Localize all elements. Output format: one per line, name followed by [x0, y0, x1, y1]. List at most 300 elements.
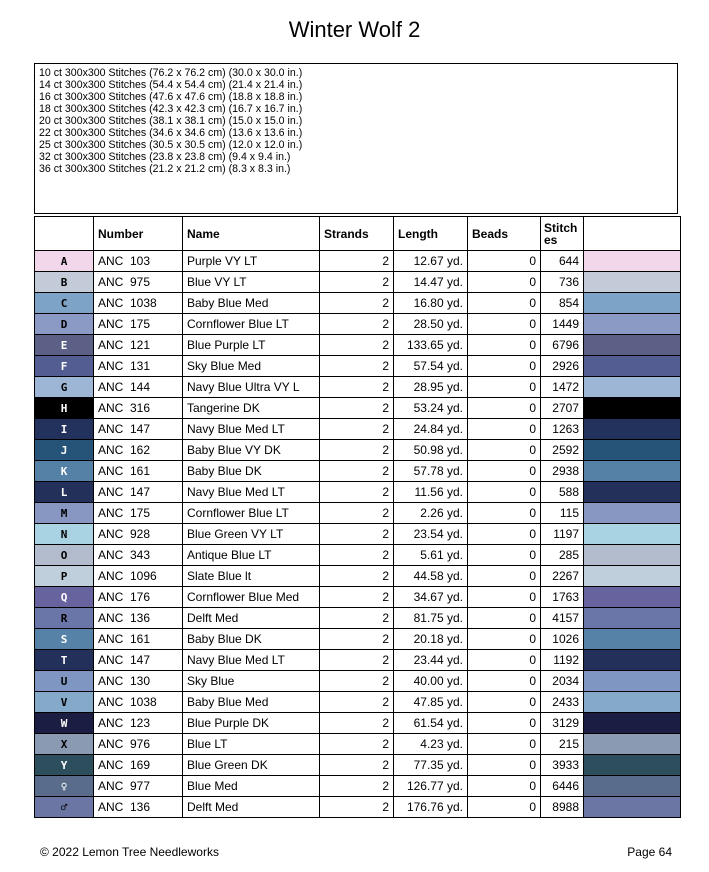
color-swatch — [584, 398, 681, 419]
stitches-cell: 2034 — [541, 671, 584, 692]
stitches-cell: 1449 — [541, 314, 584, 335]
header-name: Name — [183, 217, 320, 251]
strands-cell: 2 — [320, 776, 394, 797]
stitch-symbol: U — [60, 675, 68, 688]
length-cell: 20.18 yd. — [394, 629, 468, 650]
fabric-size-line: 25 ct 300x300 Stitches (30.5 x 30.5 cm) (12.0 x 12.0 in.) — [39, 139, 303, 151]
floss-number: 161 — [130, 632, 151, 646]
floss-number: 175 — [130, 317, 151, 331]
stitches-cell: 2433 — [541, 692, 584, 713]
symbol-cell — [35, 650, 94, 671]
strands-cell: 2 — [320, 335, 394, 356]
color-swatch — [584, 419, 681, 440]
floss-number-cell — [94, 776, 183, 797]
floss-brand: ANC — [98, 359, 124, 373]
table-row — [35, 545, 681, 566]
floss-number-cell — [94, 356, 183, 377]
length-cell: 50.98 yd. — [394, 440, 468, 461]
color-swatch — [584, 587, 681, 608]
floss-number-cell — [94, 293, 183, 314]
stitch-symbol: M — [60, 507, 68, 520]
floss-brand: ANC — [98, 275, 124, 289]
footer-copyright: © 2022 Lemon Tree Needleworks — [40, 845, 219, 859]
length-cell: 77.35 yd. — [394, 755, 468, 776]
floss-name: Navy Blue Med LT — [183, 482, 320, 503]
table-row — [35, 776, 681, 797]
floss-number-cell — [94, 755, 183, 776]
length-cell: 28.95 yd. — [394, 377, 468, 398]
floss-number: 169 — [130, 758, 151, 772]
symbol-cell — [35, 566, 94, 587]
fabric-size-line: 10 ct 300x300 Stitches (76.2 x 76.2 cm) (30.0 x 30.0 in.) — [39, 67, 303, 79]
beads-cell: 0 — [468, 272, 541, 293]
floss-number-cell — [94, 251, 183, 272]
symbol-cell — [35, 713, 94, 734]
symbol-cell — [35, 482, 94, 503]
length-cell: 126.77 yd. — [394, 776, 468, 797]
strands-cell: 2 — [320, 566, 394, 587]
stitch-symbol: D — [60, 318, 68, 331]
color-swatch — [584, 272, 681, 293]
color-swatch — [584, 503, 681, 524]
fabric-size-line: 16 ct 300x300 Stitches (47.6 x 47.6 cm) (18.8 x 18.8 in.) — [39, 91, 303, 103]
beads-cell: 0 — [468, 293, 541, 314]
floss-brand: ANC — [98, 548, 124, 562]
floss-brand: ANC — [98, 779, 124, 793]
floss-number-cell — [94, 797, 183, 818]
floss-brand: ANC — [98, 464, 124, 478]
header-beads: Beads — [468, 217, 541, 251]
strands-cell: 2 — [320, 734, 394, 755]
stitch-symbol: L — [60, 486, 68, 499]
floss-name: Navy Blue Med LT — [183, 419, 320, 440]
stitch-symbol: G — [60, 381, 68, 394]
floss-number-cell — [94, 482, 183, 503]
beads-cell: 0 — [468, 335, 541, 356]
header-strands: Strands — [320, 217, 394, 251]
strands-cell: 2 — [320, 272, 394, 293]
floss-number: 147 — [130, 485, 151, 499]
floss-number-cell — [94, 398, 183, 419]
color-swatch — [584, 566, 681, 587]
floss-number-cell — [94, 419, 183, 440]
beads-cell: 0 — [468, 440, 541, 461]
table-row — [35, 671, 681, 692]
floss-brand: ANC — [98, 590, 124, 604]
floss-brand: ANC — [98, 611, 124, 625]
floss-brand: ANC — [98, 380, 124, 394]
stitch-symbol: I — [60, 423, 68, 436]
color-swatch — [584, 713, 681, 734]
floss-name: Blue Purple LT — [183, 335, 320, 356]
floss-number-cell — [94, 272, 183, 293]
floss-brand: ANC — [98, 695, 124, 709]
beads-cell: 0 — [468, 797, 541, 818]
length-cell: 47.85 yd. — [394, 692, 468, 713]
symbol-cell — [35, 314, 94, 335]
symbol-cell — [35, 419, 94, 440]
fabric-size-line: 14 ct 300x300 Stitches (54.4 x 54.4 cm) (21.4 x 21.4 in.) — [39, 79, 303, 91]
beads-cell: 0 — [468, 545, 541, 566]
strands-cell: 2 — [320, 398, 394, 419]
floss-number: 976 — [130, 737, 151, 751]
header-stitches: Stitches — [541, 217, 584, 251]
floss-number: 121 — [130, 338, 151, 352]
floss-number-cell — [94, 503, 183, 524]
floss-name: Baby Blue DK — [183, 629, 320, 650]
symbol-cell — [35, 335, 94, 356]
length-cell: 11.56 yd. — [394, 482, 468, 503]
symbol-cell — [35, 797, 94, 818]
length-cell: 28.50 yd. — [394, 314, 468, 335]
beads-cell: 0 — [468, 587, 541, 608]
floss-name: Navy Blue Ultra VY L — [183, 377, 320, 398]
floss-number: 176 — [130, 590, 151, 604]
stitches-cell: 215 — [541, 734, 584, 755]
floss-number: 144 — [130, 380, 151, 394]
stitch-symbol: J — [60, 444, 68, 457]
floss-number: 161 — [130, 464, 151, 478]
symbol-cell — [35, 587, 94, 608]
strands-cell: 2 — [320, 419, 394, 440]
length-cell: 34.67 yd. — [394, 587, 468, 608]
header-length: Length — [394, 217, 468, 251]
floss-number: 316 — [130, 401, 151, 415]
stitches-cell: 2938 — [541, 461, 584, 482]
table-row — [35, 692, 681, 713]
color-swatch — [584, 755, 681, 776]
length-cell: 61.54 yd. — [394, 713, 468, 734]
stitches-cell: 1197 — [541, 524, 584, 545]
color-swatch — [584, 545, 681, 566]
fabric-sizes-box — [34, 63, 678, 214]
table-row — [35, 335, 681, 356]
floss-number-cell — [94, 608, 183, 629]
stitch-symbol: F — [60, 360, 68, 373]
floss-number: 1038 — [130, 695, 157, 709]
symbol-cell — [35, 629, 94, 650]
stitch-symbol: Q — [60, 591, 68, 604]
beads-cell: 0 — [468, 608, 541, 629]
floss-brand: ANC — [98, 443, 124, 457]
length-cell: 81.75 yd. — [394, 608, 468, 629]
stitches-cell: 3933 — [541, 755, 584, 776]
fabric-size-line: 18 ct 300x300 Stitches (42.3 x 42.3 cm) (16.7 x 16.7 in.) — [39, 103, 303, 115]
table-row — [35, 377, 681, 398]
stitches-cell: 2592 — [541, 440, 584, 461]
floss-number-cell — [94, 713, 183, 734]
length-cell: 176.76 yd. — [394, 797, 468, 818]
fabric-size-line: 32 ct 300x300 Stitches (23.8 x 23.8 cm) (9.4 x 9.4 in.) — [39, 151, 291, 163]
beads-cell: 0 — [468, 713, 541, 734]
length-cell: 40.00 yd. — [394, 671, 468, 692]
table-row — [35, 356, 681, 377]
stitches-cell: 854 — [541, 293, 584, 314]
symbol-cell — [35, 272, 94, 293]
length-cell: 57.78 yd. — [394, 461, 468, 482]
beads-cell: 0 — [468, 482, 541, 503]
floss-number-cell — [94, 734, 183, 755]
floss-brand: ANC — [98, 338, 124, 352]
length-cell: 12.67 yd. — [394, 251, 468, 272]
strands-cell: 2 — [320, 356, 394, 377]
floss-name: Sky Blue Med — [183, 356, 320, 377]
floss-number-cell — [94, 650, 183, 671]
floss-brand: ANC — [98, 422, 124, 436]
color-swatch — [584, 293, 681, 314]
beads-cell: 0 — [468, 377, 541, 398]
floss-name: Sky Blue — [183, 671, 320, 692]
table-row — [35, 293, 681, 314]
stitches-cell: 1026 — [541, 629, 584, 650]
floss-name: Cornflower Blue LT — [183, 503, 320, 524]
table-row — [35, 734, 681, 755]
table-row — [35, 524, 681, 545]
header-symbol — [35, 217, 94, 251]
color-swatch — [584, 440, 681, 461]
symbol-cell — [35, 440, 94, 461]
beads-cell: 0 — [468, 776, 541, 797]
page-title: Winter Wolf 2 — [288, 17, 421, 42]
stitches-cell: 2926 — [541, 356, 584, 377]
stitch-symbol: ♂ — [60, 801, 68, 814]
floss-number-cell — [94, 524, 183, 545]
stitch-symbol: H — [60, 402, 68, 415]
stitch-symbol: S — [60, 633, 68, 646]
length-cell: 53.24 yd. — [394, 398, 468, 419]
floss-name: Slate Blue lt — [183, 566, 320, 587]
stitches-cell: 1763 — [541, 587, 584, 608]
floss-brand: ANC — [98, 485, 124, 499]
length-cell: 133.65 yd. — [394, 335, 468, 356]
symbol-cell — [35, 251, 94, 272]
floss-brand: ANC — [98, 800, 124, 814]
color-swatch — [584, 608, 681, 629]
length-cell: 16.80 yd. — [394, 293, 468, 314]
floss-number-cell — [94, 671, 183, 692]
table-row — [35, 608, 681, 629]
table-row — [35, 566, 681, 587]
beads-cell: 0 — [468, 629, 541, 650]
table-row — [35, 713, 681, 734]
floss-number: 147 — [130, 653, 151, 667]
stitches-cell: 6446 — [541, 776, 584, 797]
beads-cell: 0 — [468, 503, 541, 524]
floss-name: Antique Blue LT — [183, 545, 320, 566]
length-cell: 23.44 yd. — [394, 650, 468, 671]
floss-number: 928 — [130, 527, 151, 541]
symbol-cell — [35, 356, 94, 377]
floss-number-cell — [94, 629, 183, 650]
strands-cell: 2 — [320, 314, 394, 335]
floss-number: 130 — [130, 674, 151, 688]
stitch-symbol: Y — [60, 759, 68, 772]
floss-name: Blue Med — [183, 776, 320, 797]
strands-cell: 2 — [320, 650, 394, 671]
length-cell: 57.54 yd. — [394, 356, 468, 377]
stitch-symbol: T — [60, 654, 68, 667]
length-cell: 44.58 yd. — [394, 566, 468, 587]
length-cell: 23.54 yd. — [394, 524, 468, 545]
strands-cell: 2 — [320, 293, 394, 314]
length-cell: 4.23 yd. — [394, 734, 468, 755]
floss-name: Tangerine DK — [183, 398, 320, 419]
beads-cell: 0 — [468, 461, 541, 482]
floss-brand: ANC — [98, 296, 124, 310]
stitch-symbol: ♀ — [60, 780, 68, 793]
table-row — [35, 503, 681, 524]
symbol-cell — [35, 545, 94, 566]
beads-cell: 0 — [468, 755, 541, 776]
strands-cell: 2 — [320, 755, 394, 776]
floss-brand: ANC — [98, 401, 124, 415]
stitch-symbol: P — [60, 570, 68, 583]
table-row — [35, 587, 681, 608]
strands-cell: 2 — [320, 461, 394, 482]
floss-number: 343 — [130, 548, 151, 562]
stitch-symbol: N — [60, 528, 68, 541]
floss-number: 1096 — [130, 569, 157, 583]
floss-number-cell — [94, 335, 183, 356]
floss-brand: ANC — [98, 737, 124, 751]
floss-brand: ANC — [98, 527, 124, 541]
beads-cell: 0 — [468, 566, 541, 587]
stitch-symbol: C — [60, 297, 68, 310]
table-row — [35, 419, 681, 440]
beads-cell: 0 — [468, 398, 541, 419]
table-row — [35, 650, 681, 671]
strands-cell: 2 — [320, 629, 394, 650]
floss-brand: ANC — [98, 758, 124, 772]
floss-name: Baby Blue VY DK — [183, 440, 320, 461]
stitches-cell: 4157 — [541, 608, 584, 629]
stitch-symbol: X — [60, 738, 68, 751]
beads-cell: 0 — [468, 314, 541, 335]
floss-name: Navy Blue Med LT — [183, 650, 320, 671]
color-swatch — [584, 482, 681, 503]
stitch-symbol: R — [60, 612, 68, 625]
beads-cell: 0 — [468, 251, 541, 272]
floss-brand: ANC — [98, 674, 124, 688]
floss-number-cell — [94, 314, 183, 335]
symbol-cell — [35, 755, 94, 776]
symbol-cell — [35, 377, 94, 398]
floss-number-cell — [94, 440, 183, 461]
table-row — [35, 797, 681, 818]
strands-cell: 2 — [320, 482, 394, 503]
floss-number: 162 — [130, 443, 151, 457]
strands-cell: 2 — [320, 692, 394, 713]
symbol-cell — [35, 692, 94, 713]
strands-cell: 2 — [320, 545, 394, 566]
stitches-cell: 8988 — [541, 797, 584, 818]
floss-number: 131 — [130, 359, 151, 373]
floss-number: 136 — [130, 611, 151, 625]
floss-number-cell — [94, 587, 183, 608]
floss-number: 103 — [130, 254, 151, 268]
symbol-cell — [35, 608, 94, 629]
header-color — [584, 217, 681, 251]
stitches-cell: 285 — [541, 545, 584, 566]
strands-cell: 2 — [320, 377, 394, 398]
beads-cell: 0 — [468, 419, 541, 440]
floss-number: 136 — [130, 800, 151, 814]
stitches-cell: 3129 — [541, 713, 584, 734]
strands-cell: 2 — [320, 608, 394, 629]
floss-table — [34, 216, 681, 818]
floss-number: 147 — [130, 422, 151, 436]
floss-name: Blue Purple DK — [183, 713, 320, 734]
fabric-size-line: 22 ct 300x300 Stitches (34.6 x 34.6 cm) (13.6 x 13.6 in.) — [39, 127, 303, 139]
floss-name: Purple VY LT — [183, 251, 320, 272]
strands-cell: 2 — [320, 503, 394, 524]
color-swatch — [584, 461, 681, 482]
color-swatch — [584, 671, 681, 692]
stitches-cell: 115 — [541, 503, 584, 524]
stitches-cell: 644 — [541, 251, 584, 272]
stitches-cell: 588 — [541, 482, 584, 503]
stitch-symbol: A — [60, 255, 68, 268]
stitch-symbol: B — [60, 276, 68, 289]
strands-cell: 2 — [320, 797, 394, 818]
strands-cell: 2 — [320, 440, 394, 461]
floss-number-cell — [94, 692, 183, 713]
beads-cell: 0 — [468, 692, 541, 713]
floss-brand: ANC — [98, 716, 124, 730]
stitch-symbol: W — [60, 717, 68, 730]
floss-brand: ANC — [98, 569, 124, 583]
beads-cell: 0 — [468, 734, 541, 755]
floss-number-cell — [94, 566, 183, 587]
strands-cell: 2 — [320, 587, 394, 608]
floss-name: Blue Green VY LT — [183, 524, 320, 545]
floss-name: Baby Blue DK — [183, 461, 320, 482]
color-swatch — [584, 776, 681, 797]
table-row — [35, 629, 681, 650]
stitch-symbol: E — [60, 339, 68, 352]
length-cell: 24.84 yd. — [394, 419, 468, 440]
table-row — [35, 482, 681, 503]
floss-name: Cornflower Blue LT — [183, 314, 320, 335]
symbol-cell — [35, 398, 94, 419]
table-row — [35, 272, 681, 293]
floss-brand: ANC — [98, 506, 124, 520]
stitches-cell: 736 — [541, 272, 584, 293]
stitch-symbol: K — [60, 465, 68, 478]
floss-name: Blue Green DK — [183, 755, 320, 776]
color-swatch — [584, 377, 681, 398]
symbol-cell — [35, 461, 94, 482]
length-cell: 5.61 yd. — [394, 545, 468, 566]
floss-brand: ANC — [98, 317, 124, 331]
floss-number: 1038 — [130, 296, 157, 310]
strands-cell: 2 — [320, 671, 394, 692]
floss-name: Delft Med — [183, 797, 320, 818]
color-swatch — [584, 692, 681, 713]
color-swatch — [584, 734, 681, 755]
color-swatch — [584, 524, 681, 545]
color-swatch — [584, 629, 681, 650]
footer-page-number: Page 64 — [627, 845, 672, 859]
stitches-cell: 1472 — [541, 377, 584, 398]
color-swatch — [584, 335, 681, 356]
table-row — [35, 755, 681, 776]
symbol-cell — [35, 776, 94, 797]
beads-cell: 0 — [468, 356, 541, 377]
table-row — [35, 461, 681, 482]
color-swatch — [584, 314, 681, 335]
floss-number-cell — [94, 461, 183, 482]
